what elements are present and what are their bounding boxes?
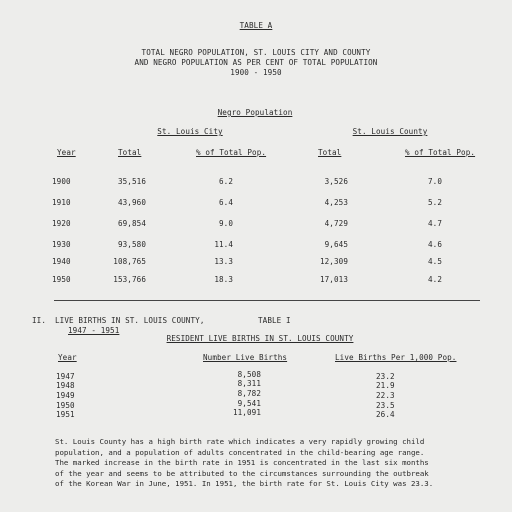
births-col-year-heading: Year xyxy=(58,353,77,362)
paragraph-line: The marked increase in the birth rate in 1951 is concentrated in the last six months xyxy=(55,458,429,468)
county-pct-cell: 5.2 xyxy=(427,198,442,207)
city-total-cell: 69,854 xyxy=(117,219,146,228)
births-cell: 11,091 xyxy=(232,408,261,417)
year-cell: 1900 xyxy=(52,177,71,186)
year-cell: 1950 xyxy=(56,401,75,410)
title-line-1: TOTAL NEGRO POPULATION, ST. LOUIS CITY AND COUNTY xyxy=(141,48,371,57)
city-pct-cell: 18.3 xyxy=(214,275,233,284)
city-total-cell: 43,960 xyxy=(117,198,146,207)
county-total-cell: 4,729 xyxy=(324,219,348,228)
year-cell: 1949 xyxy=(56,391,75,400)
section-table-label: TABLE I xyxy=(258,316,291,325)
col-city-total-heading: Total xyxy=(118,148,142,157)
rate-cell: 22.3 xyxy=(376,391,395,400)
year-cell: 1950 xyxy=(52,275,71,284)
city-total-cell: 35,516 xyxy=(117,177,146,186)
births-cell: 9,541 xyxy=(237,399,261,408)
col-year-heading: Year xyxy=(57,148,76,157)
city-pct-cell: 6.2 xyxy=(218,177,233,186)
negro-population-heading: Negro Population xyxy=(217,108,293,117)
year-cell: 1940 xyxy=(52,257,71,266)
city-pct-cell: 11.4 xyxy=(214,240,233,249)
year-cell: 1930 xyxy=(52,240,71,249)
county-total-cell: 3,526 xyxy=(324,177,348,186)
section-years: 1947 - 1951 xyxy=(68,326,120,335)
county-pct-cell: 4.6 xyxy=(427,240,442,249)
city-total-cell: 108,765 xyxy=(113,257,146,266)
paragraph-line: St. Louis County has a high birth rate which indicates a very rapidly growing child xyxy=(55,437,425,446)
col-county-total-heading: Total xyxy=(318,148,342,157)
year-cell: 1948 xyxy=(56,381,75,390)
rate-cell: 26.4 xyxy=(376,410,395,419)
year-cell: 1910 xyxy=(52,198,71,207)
year-cell: 1951 xyxy=(56,410,75,419)
table-a-label: TABLE A xyxy=(239,21,273,30)
county-total-cell: 9,645 xyxy=(324,240,348,249)
births-col-count-heading: Number Live Births xyxy=(203,353,288,362)
county-pct-cell: 7.0 xyxy=(427,177,442,186)
city-heading: St. Louis City xyxy=(157,127,223,136)
summary-paragraph xyxy=(55,437,433,490)
col-county-pct-heading: % of Total Pop. xyxy=(405,148,476,157)
col-city-pct-heading: % of Total Pop. xyxy=(196,148,267,157)
county-pct-cell: 4.7 xyxy=(427,219,442,228)
city-total-cell: 153,766 xyxy=(113,275,146,284)
rate-cell: 21.9 xyxy=(376,381,395,390)
county-total-cell: 12,309 xyxy=(319,257,348,266)
paragraph-line: of the year and seems to be attributed to the circumstances surrounding the outbreak xyxy=(55,468,429,478)
section-divider xyxy=(54,300,480,301)
city-pct-cell: 13.3 xyxy=(214,257,233,266)
rate-cell: 23.5 xyxy=(376,401,395,410)
section-subtitle: RESIDENT LIVE BIRTHS IN ST. LOUIS COUNTY xyxy=(166,334,354,343)
births-col-rate-heading: Live Births Per 1,000 Pop. xyxy=(335,353,457,362)
year-cell: 1920 xyxy=(52,219,71,228)
paragraph-line: of the Korean War in June, 1951. In 1951, the birth rate for St. Louis City was 23.3. xyxy=(55,479,434,489)
title-line-3: 1900 - 1950 xyxy=(230,68,282,77)
county-total-cell: 4,253 xyxy=(324,198,348,207)
county-pct-cell: 4.5 xyxy=(427,257,442,266)
county-pct-cell: 4.2 xyxy=(427,275,442,284)
title-line-2: AND NEGRO POPULATION AS PER CENT OF TOTAL POPULATION xyxy=(134,58,378,67)
section-numeral: II. xyxy=(32,316,47,325)
births-cell: 8,782 xyxy=(237,389,261,398)
year-cell: 1947 xyxy=(56,372,75,381)
city-total-cell: 93,580 xyxy=(117,240,146,249)
rate-cell: 23.2 xyxy=(376,372,395,381)
births-cell: 8,508 xyxy=(237,370,261,379)
county-heading: St. Louis County xyxy=(352,127,428,136)
paragraph-line: population, and a population of adults concentrated in the child-bearing age range. xyxy=(55,447,425,457)
section-title: LIVE BIRTHS IN ST. LOUIS COUNTY, xyxy=(55,316,205,325)
births-cell: 8,311 xyxy=(237,379,261,388)
city-pct-cell: 9.0 xyxy=(218,219,233,228)
city-pct-cell: 6.4 xyxy=(218,198,233,207)
county-total-cell: 17,013 xyxy=(319,275,348,284)
